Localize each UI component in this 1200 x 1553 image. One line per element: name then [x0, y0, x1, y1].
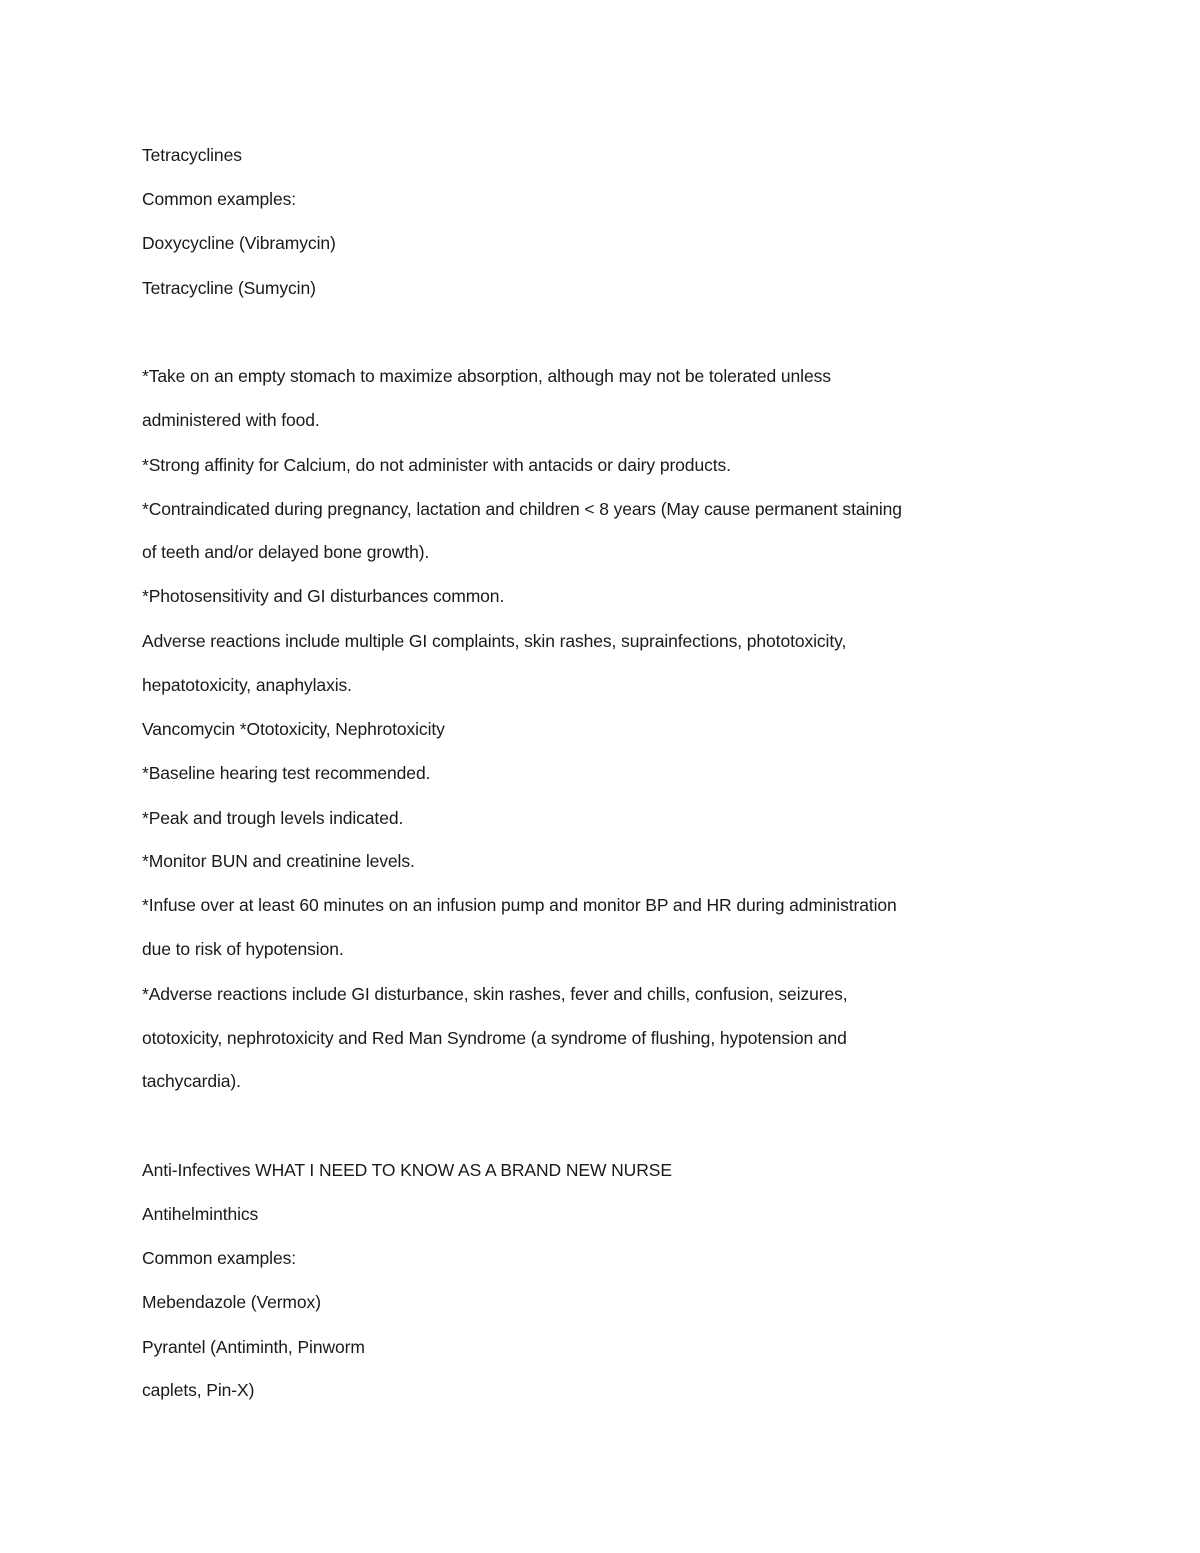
text-line: *Adverse reactions include GI disturbance, skin rashes, fever and chills, confusion, seizures,	[142, 984, 848, 1004]
text-line: *Contraindicated during pregnancy, lactation and children < 8 years (May cause permanent staining	[142, 499, 902, 519]
text-line: *Strong affinity for Calcium, do not administer with antacids or dairy products.	[142, 455, 731, 475]
text-line: Pyrantel (Antiminth, Pinworm	[142, 1337, 365, 1357]
text-line: tachycardia).	[142, 1071, 241, 1091]
text-line: Mebendazole (Vermox)	[142, 1292, 321, 1312]
text-line: due to risk of hypotension.	[142, 939, 344, 959]
text-line: Doxycycline (Vibramycin)	[142, 233, 336, 253]
text-line: Tetracycline (Sumycin)	[142, 278, 316, 298]
text-line: Antihelminthics	[142, 1204, 259, 1224]
text-line: *Monitor BUN and creatinine levels.	[142, 851, 415, 871]
text-line: *Photosensitivity and GI disturbances common.	[142, 586, 505, 606]
section-heading-tetracyclines: Tetracyclines	[142, 145, 242, 165]
text-line: *Take on an empty stomach to maximize absorption, although may not be tolerated unless	[142, 366, 831, 386]
text-line: Adverse reactions include multiple GI complaints, skin rashes, suprainfections, phototoxicity,	[142, 631, 847, 651]
text-line: hepatotoxicity, anaphylaxis.	[142, 675, 352, 695]
text-line: of teeth and/or delayed bone growth).	[142, 542, 430, 562]
text-line: administered with food.	[142, 410, 320, 430]
text-line: Common examples:	[142, 189, 297, 209]
text-line: Common examples:	[142, 1248, 297, 1268]
section-heading-anti-infectives: Anti-Infectives WHAT I NEED TO KNOW AS A BRAND NEW NURSE	[142, 1160, 672, 1180]
text-line: *Peak and trough levels indicated.	[142, 808, 404, 828]
text-line: *Baseline hearing test recommended.	[142, 763, 431, 783]
text-line: ototoxicity, nephrotoxicity and Red Man Syndrome (a syndrome of flushing, hypotension and	[142, 1028, 847, 1048]
text-line: caplets, Pin-X)	[142, 1380, 255, 1400]
text-line: *Infuse over at least 60 minutes on an infusion pump and monitor BP and HR during administration	[142, 895, 897, 915]
text-line: Vancomycin *Ototoxicity, Nephrotoxicity	[142, 719, 445, 739]
